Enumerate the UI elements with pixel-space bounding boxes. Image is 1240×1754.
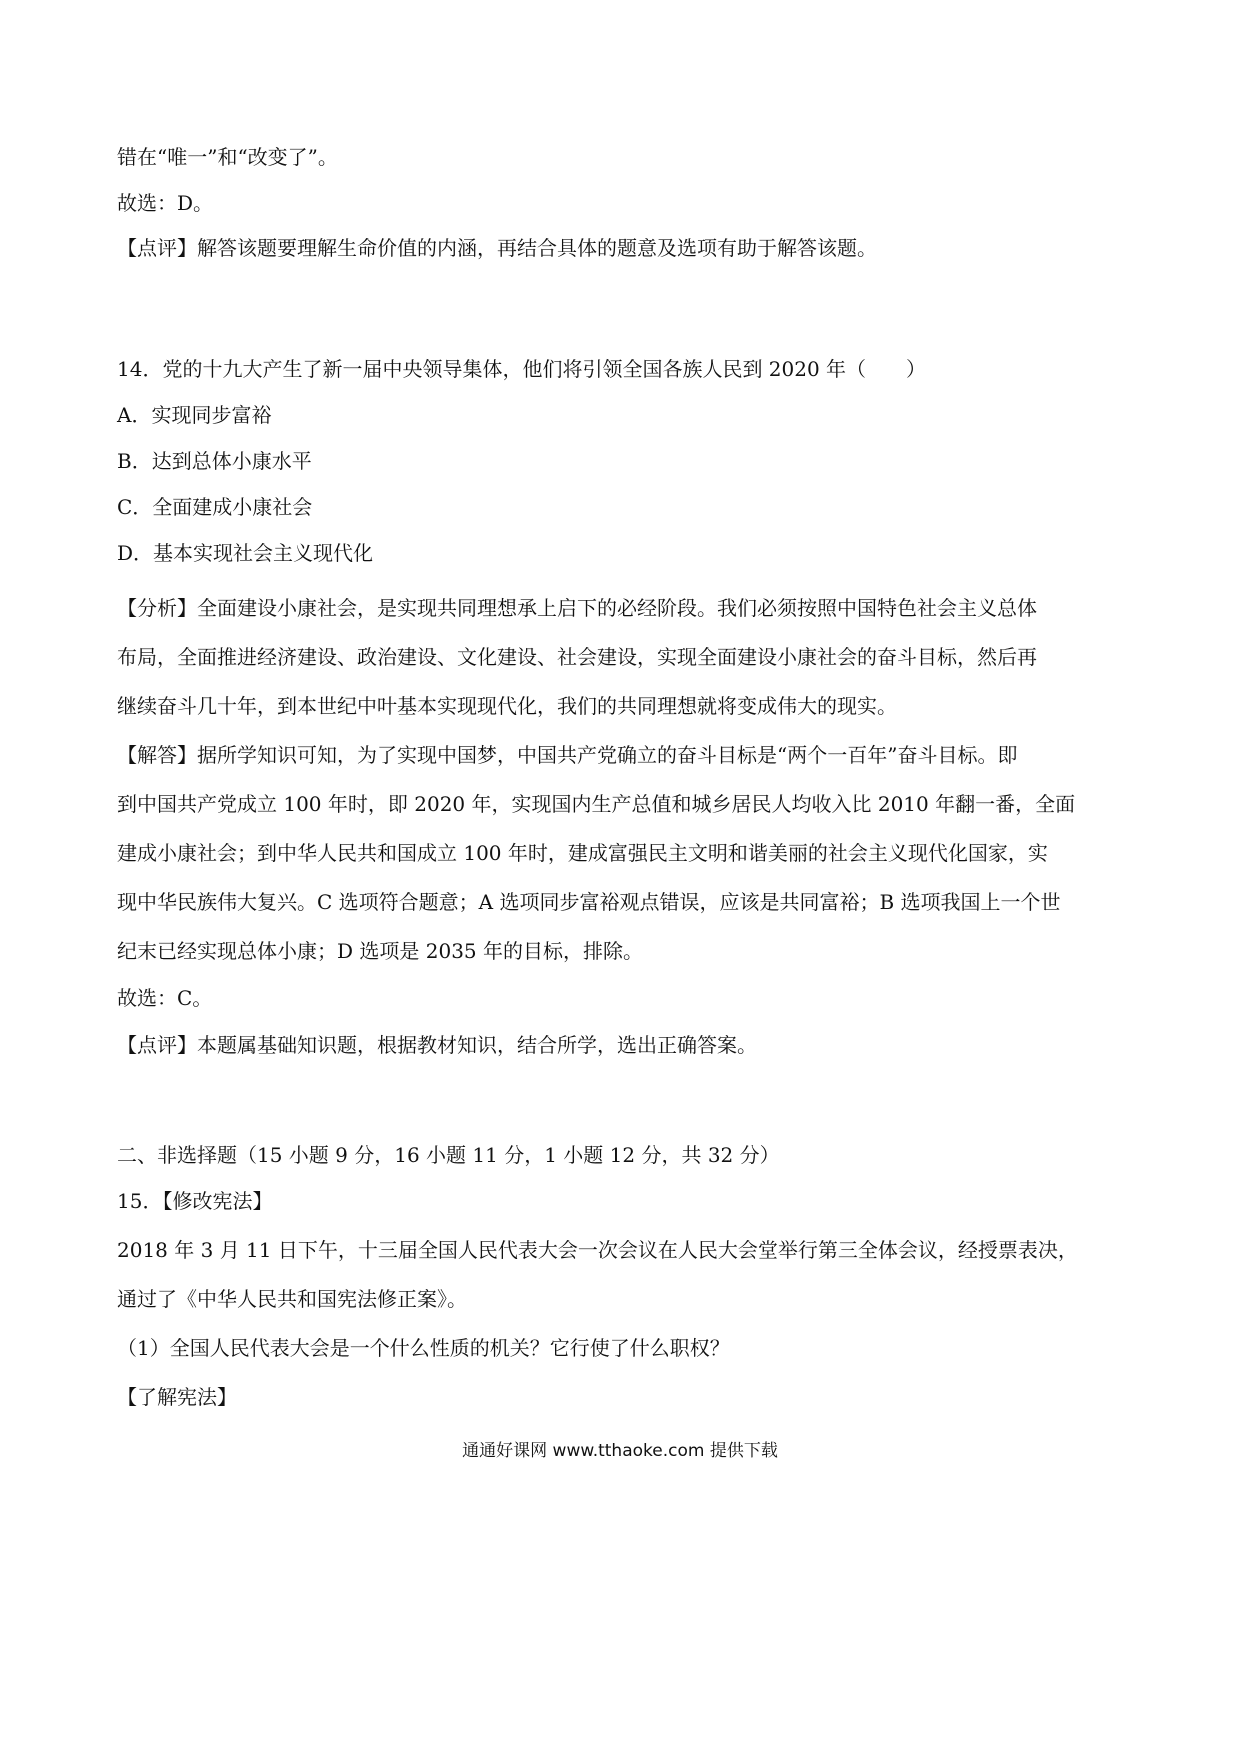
analysis-paragraph-line: 布局，全面推进经济建设、政治建设、文化建设、社会建设，实现全面建设小康社会的奋斗目标，然后再 bbox=[117, 645, 1037, 669]
answer-paragraph-line: 纪末已经实现总体小康；D 选项是 2035 年的目标，排除。 bbox=[117, 939, 644, 963]
option-b: B．达到总体小康水平 bbox=[117, 449, 312, 473]
page-footer: 通通好课网 www.tthaoke.com 提供下载 bbox=[462, 1441, 778, 1461]
question-15-subheading: 【了解宪法】 bbox=[117, 1385, 237, 1409]
answer-paragraph-line: 建成小康社会；到中华人民共和国成立 100 年时，建成富强民主文明和谐美丽的社会主义现代化国家，实 bbox=[117, 841, 1048, 865]
option-d: D．基本实现社会主义现代化 bbox=[117, 541, 374, 565]
option-a: A．实现同步富裕 bbox=[117, 403, 272, 427]
option-c: C．全面建成小康社会 bbox=[117, 495, 313, 519]
text-line: 错在“唯一”和“改变了”。 bbox=[117, 145, 338, 169]
answer-paragraph-line: 到中国共产党成立 100 年时，即 2020 年，实现国内生产总值和城乡居民人均收入比 2010 年翻一番，全面 bbox=[117, 792, 1076, 816]
text-line: 故选：C。 bbox=[117, 986, 213, 1010]
question-15-title: 15．【修改宪法】 bbox=[117, 1189, 273, 1213]
comment-paragraph: 【点评】解答该题要理解生命价值的内涵，再结合具体的题意及选项有助于解答该题。 bbox=[117, 236, 877, 260]
answer-paragraph-line: 现中华民族伟大复兴。C 选项符合题意；A 选项同步富裕观点错误，应该是共同富裕；B 选项我国上一个世 bbox=[117, 890, 1061, 914]
question-15-material-line: 2018 年 3 月 11 日下午，十三届全国人民代表大会一次会议在人民大会堂举行第三全体会议，经授票表决， bbox=[117, 1238, 1078, 1262]
comment-paragraph: 【点评】本题属基础知识题，根据教材知识，结合所学，选出正确答案。 bbox=[117, 1033, 757, 1057]
question-15-material-line: 通过了《中华人民共和国宪法修正案》。 bbox=[117, 1287, 467, 1311]
analysis-paragraph-line: 继续奋斗几十年，到本世纪中叶基本实现现代化，我们的共同理想就将变成伟大的现实。 bbox=[117, 694, 897, 718]
question-15-sub-1: （1）全国人民代表大会是一个什么性质的机关？它行使了什么职权？ bbox=[117, 1336, 730, 1360]
analysis-paragraph-line: 【分析】全面建设小康社会，是实现共同理想承上启下的必经阶段。我们必须按照中国特色社会主义总体 bbox=[117, 596, 1037, 620]
text-line: 故选：D。 bbox=[117, 191, 214, 215]
section-heading: 二、非选择题（15 小题 9 分，16 小题 11 分，1 小题 12 分，共 32 分） bbox=[117, 1143, 780, 1167]
answer-paragraph-line: 【解答】据所学知识可知，为了实现中国梦，中国共产党确立的奋斗目标是“两个一百年”奋斗目标。即 bbox=[117, 743, 1018, 767]
question-14-stem: 14．党的十九大产生了新一届中央领导集体，他们将引领全国各族人民到 2020 年（ ） bbox=[117, 357, 927, 381]
